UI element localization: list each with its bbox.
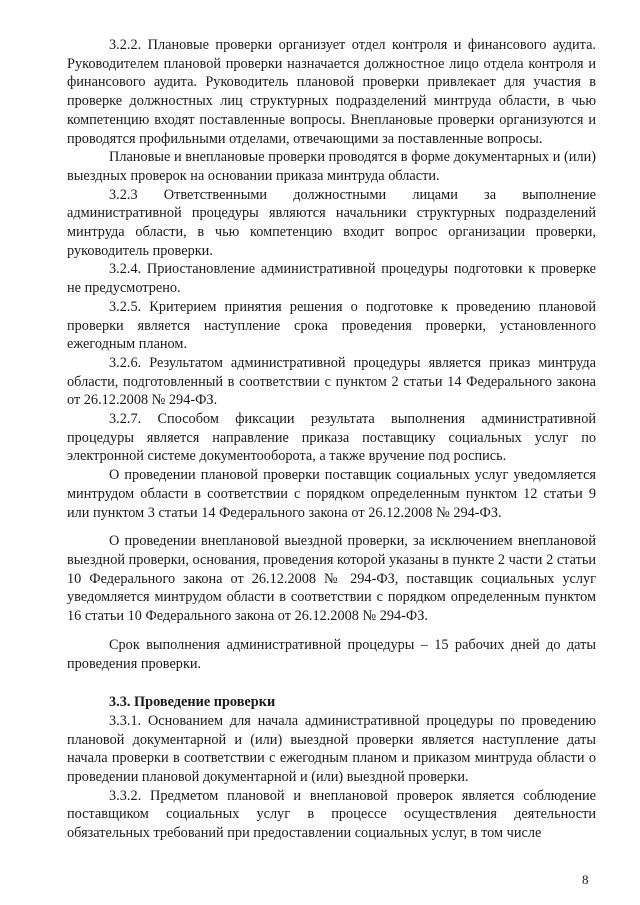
paragraph-3-2-2: 3.2.2. Плановые проверки организует отдел контроля и финансового аудита. Руководителем плановой проверки назначается должностное лицо отдела контроля и финансового аудита. Руководитель плановой проверки привлекает для участия в проверке должностных лиц структурных подразделений минтруда области, в чью компетенцию входят поставленные вопросы. Внеплановые проверки организуются и проводятся профильными отделами, отвечающими за поставленные вопросы.	[67, 37, 596, 147]
document-page	[67, 36, 596, 843]
paragraph-gap	[67, 522, 596, 532]
section-gap	[67, 673, 596, 693]
page-number: 8	[582, 872, 589, 887]
paragraph-planned-notice: О проведении плановой проверки поставщик социальных услуг уведомляется минтрудом области в соответствии с порядком определенным пунктом 12 статьи 9 или пунктом 3 статьи 14 Федерального закона от 26.12.2008 № 294-ФЗ.	[67, 467, 596, 521]
paragraph-3-3-2: 3.3.2. Предметом плановой и внеплановой проверок является соблюдение поставщиком социальных услуг в процессе осуществления деятельности обязательных требований при предоставлении социальных услуг, в том числе	[67, 787, 596, 842]
paragraph-deadline: Срок выполнения административной процедуры – 15 рабочих дней до даты проведения проверки.	[67, 636, 596, 672]
paragraph-3-2-5: 3.2.5. Критерием принятия решения о подготовке к проведению плановой проверки является наступление срока проведения проверки, установленного ежегодным планом.	[67, 298, 596, 353]
section-heading: 3.3. Проведение проверки	[109, 694, 276, 711]
paragraph-3-2-3: 3.2.3 Ответственными должностными лицами за выполнение административной процедуры являются начальники структурных подразделений минтруда области, в чью компетенцию входит вопрос организации проверки, руководитель проверки.	[67, 186, 596, 259]
paragraph-3-2-4: 3.2.4. Приостановление административной процедуры подготовки к проверке не предусмотрено.	[67, 261, 596, 297]
paragraph-3-2-7: 3.2.7. Способом фиксации результата выполнения административной процедуры является направление приказа поставщику социальных услуг по электронной системе документооборота, а также вручение под роспись.	[67, 411, 596, 465]
paragraph-gap	[67, 626, 596, 636]
paragraph-unplanned-notice: О проведении внеплановой выездной проверки, за исключением внеплановой выездной проверки, основания, проведения которой указаны в пункте 2 части 2 статьи 10 Федерального закона от 26.12.2008 № 294-ФЗ, поставщик социальных услуг уведомляется минтрудом области в соответствии с порядком определенным пунктом 16 статьи 10 Федерального закона от 26.12.2008 № 294-ФЗ.	[67, 533, 596, 625]
paragraph-3-3-1: 3.3.1. Основанием для начала административной процедуры по проведению плановой документарной и (или) выездной проверки является наступление даты начала проверки в соответствии с ежегодным планом и приказом минтруда области о проведении плановой документарной и (или) выездной проверки.	[67, 712, 596, 786]
paragraph-inspection-forms: Плановые и внеплановые проверки проводятся в форме документарных и (или) выездных проверок на основании приказа минтруда области.	[67, 149, 596, 184]
paragraph-3-2-6: 3.2.6. Результатом административной процедуры является приказ минтруда области, подготовленный в соответствии с пунктом 2 статьи 14 Федерального закона от 26.12.2008 № 294-ФЗ.	[67, 354, 596, 409]
